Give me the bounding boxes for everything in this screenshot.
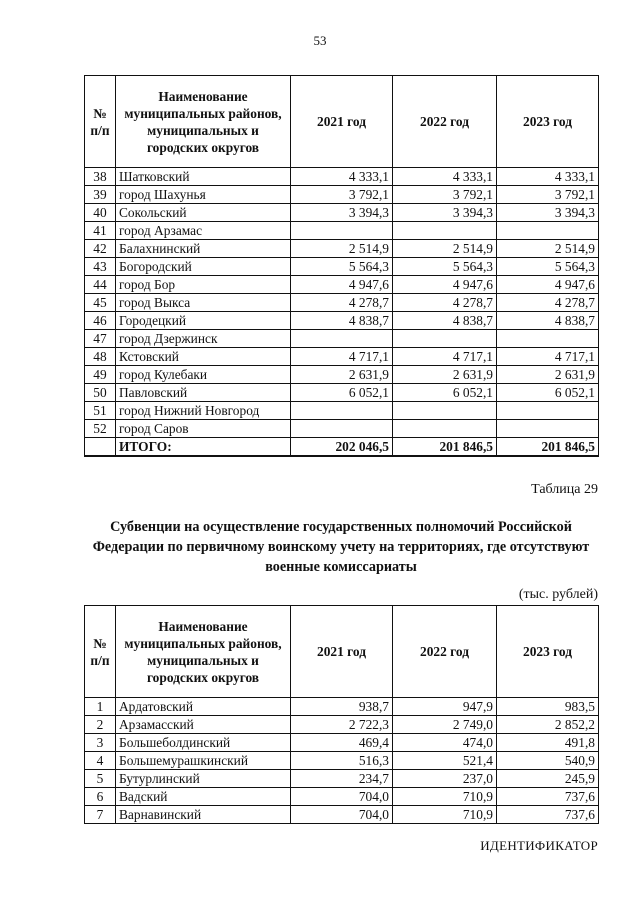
value-2021: 4 278,7 xyxy=(291,294,393,312)
value-2022: 4 947,6 xyxy=(393,276,497,294)
header-num: № п/п xyxy=(85,76,116,168)
table-header-row xyxy=(85,606,599,698)
value-2023: 5 564,3 xyxy=(497,258,599,276)
value-2022: 4 717,1 xyxy=(393,348,497,366)
value-2022: 5 564,3 xyxy=(393,258,497,276)
table-row xyxy=(85,276,599,294)
value-2022: 4 838,7 xyxy=(393,312,497,330)
total-num-cell xyxy=(85,438,116,457)
row-number: 2 xyxy=(85,716,116,734)
header-2022: 2022 год xyxy=(393,606,497,698)
table-row xyxy=(85,716,599,734)
row-number: 40 xyxy=(85,204,116,222)
value-2023: 540,9 xyxy=(497,752,599,770)
table-row xyxy=(85,788,599,806)
row-number: 38 xyxy=(85,168,116,186)
row-number: 44 xyxy=(85,276,116,294)
row-number: 4 xyxy=(85,752,116,770)
value-2021: 2 514,9 xyxy=(291,240,393,258)
header-2021: 2021 год xyxy=(291,76,393,168)
row-number: 41 xyxy=(85,222,116,240)
total-2021: 202 046,5 xyxy=(291,438,393,457)
value-2023: 3 394,3 xyxy=(497,204,599,222)
table-row xyxy=(85,240,599,258)
district-name: Большемурашкинский xyxy=(116,752,291,770)
value-2021: 6 052,1 xyxy=(291,384,393,402)
value-2021: 3 792,1 xyxy=(291,186,393,204)
value-2021: 516,3 xyxy=(291,752,393,770)
value-2023: 983,5 xyxy=(497,698,599,716)
value-2021: 2 722,3 xyxy=(291,716,393,734)
units-label: (тыс. рублей) xyxy=(518,587,598,602)
district-name: город Бор xyxy=(116,276,291,294)
value-2022: 6 052,1 xyxy=(393,384,497,402)
value-2023 xyxy=(497,402,599,420)
row-number: 51 xyxy=(85,402,116,420)
header-name: Наименование муниципальных районов, муниципальных и городских округов xyxy=(116,606,291,698)
table-row xyxy=(85,294,599,312)
table-row xyxy=(85,330,599,348)
value-2022 xyxy=(393,420,497,438)
row-number: 43 xyxy=(85,258,116,276)
value-2022: 474,0 xyxy=(393,734,497,752)
district-name: город Дзержинск xyxy=(116,330,291,348)
table-row xyxy=(85,168,599,186)
value-2023: 737,6 xyxy=(497,806,599,824)
value-2021: 704,0 xyxy=(291,788,393,806)
subvention-table xyxy=(84,605,599,824)
district-name: город Саров xyxy=(116,420,291,438)
value-2021: 5 564,3 xyxy=(291,258,393,276)
table-row xyxy=(85,402,599,420)
value-2021: 3 394,3 xyxy=(291,204,393,222)
value-2022: 947,9 xyxy=(393,698,497,716)
value-2021 xyxy=(291,330,393,348)
district-name: Балахнинский xyxy=(116,240,291,258)
value-2022 xyxy=(393,330,497,348)
row-number: 52 xyxy=(85,420,116,438)
value-2023: 2 852,2 xyxy=(497,716,599,734)
value-2022 xyxy=(393,402,497,420)
total-row xyxy=(85,438,599,457)
value-2021 xyxy=(291,420,393,438)
value-2021: 704,0 xyxy=(291,806,393,824)
row-number: 45 xyxy=(85,294,116,312)
table-row xyxy=(85,186,599,204)
budget-table-continuation xyxy=(84,75,599,457)
value-2022: 710,9 xyxy=(393,806,497,824)
value-2022: 4 278,7 xyxy=(393,294,497,312)
value-2023: 2 514,9 xyxy=(497,240,599,258)
header-2023: 2023 год xyxy=(497,76,599,168)
total-2022: 201 846,5 xyxy=(393,438,497,457)
value-2021: 938,7 xyxy=(291,698,393,716)
row-number: 39 xyxy=(85,186,116,204)
table-row xyxy=(85,204,599,222)
value-2023: 4 278,7 xyxy=(497,294,599,312)
table-row xyxy=(85,384,599,402)
table-row xyxy=(85,752,599,770)
value-2023 xyxy=(497,222,599,240)
table-title: Субвенции на осуществление государственных полномочий Российской Федерации по первичному воинскому учету на территориях, где отсутствуют военные комиссариаты xyxy=(92,519,590,575)
header-2023: 2023 год xyxy=(497,606,599,698)
row-number: 46 xyxy=(85,312,116,330)
value-2021 xyxy=(291,402,393,420)
value-2023: 245,9 xyxy=(497,770,599,788)
value-2021: 4 717,1 xyxy=(291,348,393,366)
value-2021: 469,4 xyxy=(291,734,393,752)
value-2022: 3 792,1 xyxy=(393,186,497,204)
table-row xyxy=(85,258,599,276)
value-2023 xyxy=(497,420,599,438)
value-2023: 737,6 xyxy=(497,788,599,806)
district-name: город Нижний Новгород xyxy=(116,402,291,420)
table-caption: Таблица 29 xyxy=(531,482,598,497)
document-identifier: ИДЕНТИФИКАТОР xyxy=(480,838,598,853)
table-header-row xyxy=(85,76,599,168)
district-name: Ардатовский xyxy=(116,698,291,716)
row-number: 47 xyxy=(85,330,116,348)
table-row xyxy=(85,420,599,438)
value-2023: 4 838,7 xyxy=(497,312,599,330)
value-2023: 2 631,9 xyxy=(497,366,599,384)
value-2023: 3 792,1 xyxy=(497,186,599,204)
value-2021 xyxy=(291,222,393,240)
value-2022: 710,9 xyxy=(393,788,497,806)
table-row xyxy=(85,222,599,240)
total-2023: 201 846,5 xyxy=(497,438,599,457)
value-2023: 4 947,6 xyxy=(497,276,599,294)
value-2022: 521,4 xyxy=(393,752,497,770)
district-name: Сокольский xyxy=(116,204,291,222)
table-row xyxy=(85,348,599,366)
district-name: город Арзамас xyxy=(116,222,291,240)
value-2022: 2 631,9 xyxy=(393,366,497,384)
district-name: Павловский xyxy=(116,384,291,402)
table-row xyxy=(85,698,599,716)
district-name: город Кулебаки xyxy=(116,366,291,384)
district-name: Богородский xyxy=(116,258,291,276)
header-num: № п/п xyxy=(85,606,116,698)
table-row xyxy=(85,366,599,384)
table-row xyxy=(85,806,599,824)
value-2023 xyxy=(497,330,599,348)
district-name: Городецкий xyxy=(116,312,291,330)
page-number: 53 xyxy=(313,33,327,48)
district-name: город Выкса xyxy=(116,294,291,312)
district-name: Шатковский xyxy=(116,168,291,186)
value-2022: 3 394,3 xyxy=(393,204,497,222)
row-number: 3 xyxy=(85,734,116,752)
row-number: 6 xyxy=(85,788,116,806)
table-row xyxy=(85,770,599,788)
value-2021: 4 838,7 xyxy=(291,312,393,330)
value-2022: 2 514,9 xyxy=(393,240,497,258)
header-2022: 2022 год xyxy=(393,76,497,168)
value-2023: 6 052,1 xyxy=(497,384,599,402)
row-number: 1 xyxy=(85,698,116,716)
value-2022: 237,0 xyxy=(393,770,497,788)
table-row xyxy=(85,734,599,752)
district-name: Арзамасский xyxy=(116,716,291,734)
district-name: Кстовский xyxy=(116,348,291,366)
district-name: Вадский xyxy=(116,788,291,806)
row-number: 50 xyxy=(85,384,116,402)
district-name: Бутурлинский xyxy=(116,770,291,788)
value-2023: 4 333,1 xyxy=(497,168,599,186)
row-number: 42 xyxy=(85,240,116,258)
value-2021: 2 631,9 xyxy=(291,366,393,384)
value-2022: 4 333,1 xyxy=(393,168,497,186)
total-label: ИТОГО: xyxy=(116,438,291,457)
district-name: город Шахунья xyxy=(116,186,291,204)
district-name: Большеболдинский xyxy=(116,734,291,752)
value-2023: 491,8 xyxy=(497,734,599,752)
value-2023: 4 717,1 xyxy=(497,348,599,366)
value-2021: 234,7 xyxy=(291,770,393,788)
row-number: 7 xyxy=(85,806,116,824)
header-2021: 2021 год xyxy=(291,606,393,698)
value-2021: 4 947,6 xyxy=(291,276,393,294)
header-name: Наименование муниципальных районов, муниципальных и городских округов xyxy=(116,76,291,168)
value-2022 xyxy=(393,222,497,240)
row-number: 49 xyxy=(85,366,116,384)
row-number: 5 xyxy=(85,770,116,788)
row-number: 48 xyxy=(85,348,116,366)
value-2022: 2 749,0 xyxy=(393,716,497,734)
value-2021: 4 333,1 xyxy=(291,168,393,186)
district-name: Варнавинский xyxy=(116,806,291,824)
table-row xyxy=(85,312,599,330)
